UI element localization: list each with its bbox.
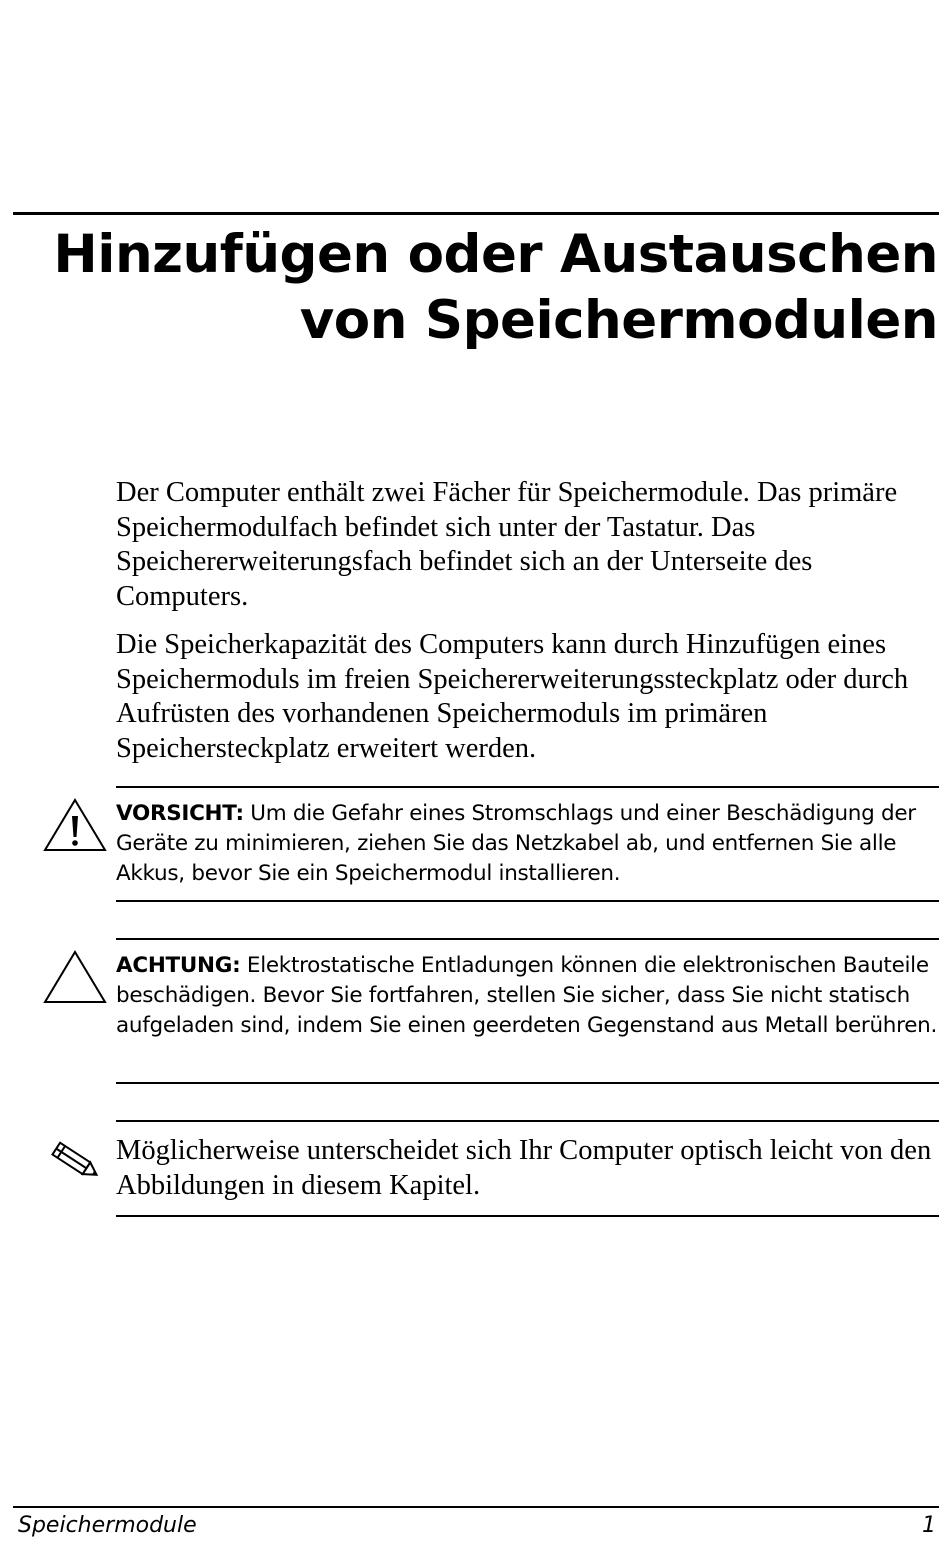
caution-label: ACHTUNG: (116, 953, 241, 978)
caution-top-rule (116, 938, 939, 940)
warning-notice (116, 799, 938, 889)
intro-paragraph-1: Der Computer enthält zwei Fächer für Speichermodule. Das primäre Speichermodulfach befindet sich unter der Tastatur. Das Speichererweiterungsfach befindet sich an der Unterseite des Computers. (116, 477, 898, 612)
note-text: Möglicherweise unterscheidet sich Ihr Computer optisch leicht von den Abbildungen in diesem Kapitel. (116, 1135, 932, 1201)
footer-page-number: 1 (922, 1513, 936, 1538)
intro-paragraph-2: Die Speicherkapazität des Computers kann durch Hinzufügen eines Speichermoduls im freien Speichererweiterungssteckplatz oder durch Aufrüsten des vorhandenen Speichermoduls im primären Speichersteckplatz erweitert werden. (116, 629, 909, 764)
note-bottom-rule (116, 1215, 939, 1217)
warning-exclamation-icon (42, 797, 108, 853)
note-top-rule (116, 1120, 939, 1122)
caution-notice (116, 951, 938, 1041)
caution-triangle-icon (42, 949, 108, 1005)
pencil-note-icon (44, 1136, 106, 1188)
warning-label: VORSICHT: (116, 801, 244, 826)
chapter-title-line-2: von Speichermodulen (299, 290, 938, 351)
chapter-title-line-1: Hinzufügen oder Austauschen (53, 224, 938, 285)
footer-section-name: Speichermodule (18, 1513, 197, 1538)
warning-top-rule (116, 786, 939, 788)
warning-text: Um die Gefahr eines Stromschlags und einer Beschädigung der Geräte zu minimieren, ziehen Sie das Netzkabel ab, und entfernen Sie alle Akkus, bevor Sie ein Speichermodul installieren. (116, 801, 916, 886)
chapter-title (18, 222, 938, 354)
caution-bottom-rule (116, 1082, 939, 1084)
caution-text: Elektrostatische Entladungen können die elektronischen Bauteile beschädigen. Bevor Sie fortfahren, stellen Sie sicher, dass Sie nicht statisch aufgeladen sind, indem Sie einen geerdeten Gegenstand aus Metall berühren. (116, 953, 937, 1038)
warning-bottom-rule (116, 900, 939, 902)
footer-rule (13, 1506, 939, 1508)
chapter-top-rule (13, 212, 939, 215)
